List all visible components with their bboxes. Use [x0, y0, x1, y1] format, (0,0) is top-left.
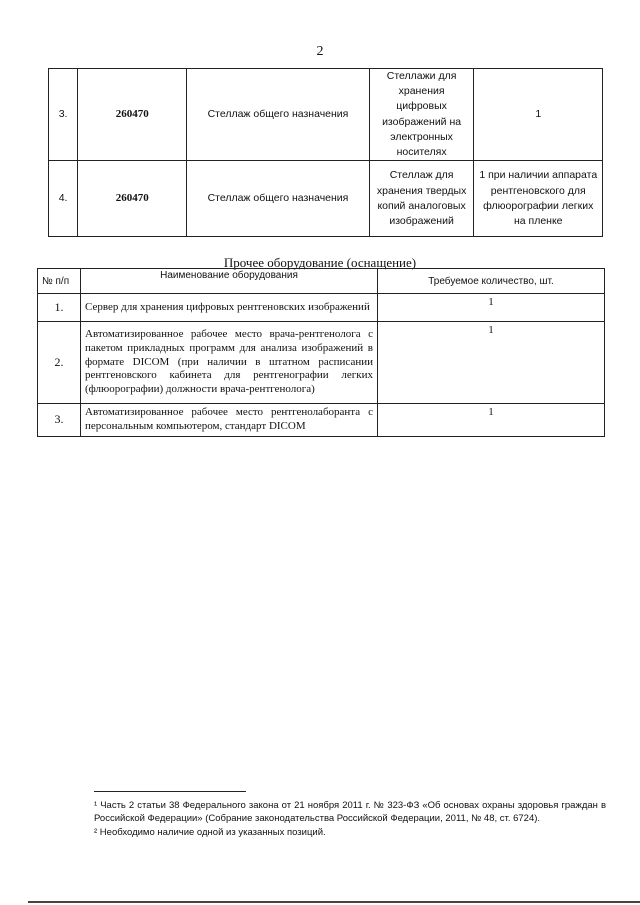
equipment-quantity: 1 — [378, 404, 605, 437]
equipment-name: Автоматизированное рабочее место врача-рентгенолога с пакетом прикладных программ для анализа изображений в формате DICOM (при наличии в штатном расписании рентгеновского кабинета для рентгенографии легких (флюорографии) должности врача-рентгенолога) — [81, 322, 378, 404]
page-number: 2 — [316, 44, 324, 59]
table-row — [49, 69, 603, 161]
header-number: № п/п — [38, 269, 81, 294]
section-title: Прочее оборудование (оснащение) — [223, 255, 417, 270]
header-name: Наименование оборудования — [81, 269, 378, 294]
row-number: 3. — [38, 404, 81, 437]
equipment-table-continued — [48, 68, 603, 237]
header-quantity: Требуемое количество, шт. — [378, 269, 605, 294]
row-number: 1. — [38, 294, 81, 322]
other-equipment-table — [37, 268, 605, 437]
footnote-divider — [94, 791, 246, 792]
equipment-name: Сервер для хранения цифровых рентгеновских изображений — [81, 294, 378, 322]
row-number: 2. — [38, 322, 81, 404]
equipment-name: Стеллаж общего назначения — [187, 161, 370, 237]
equipment-quantity: 1 — [378, 322, 605, 404]
equipment-name: Автоматизированное рабочее место рентгенолаборанта с персональным компьютером, стандарт DICOM — [81, 404, 378, 437]
equipment-name: Стеллаж общего назначения — [187, 69, 370, 161]
footnote-2: ² Необходимо наличие одной из указанных позиций. — [94, 826, 326, 838]
page-bottom-rule — [28, 901, 640, 903]
row-number: 4. — [49, 161, 78, 237]
table-row — [38, 404, 605, 437]
footnote-1: ¹ Часть 2 статьи 38 Федерального закона от 21 ноября 2011 г. № 323-ФЗ «Об основах охраны здоровья граждан в Российской Федерации» (Собрание законодательства Российской Федерации, 2011, № 48, ст. 6724). — [94, 800, 606, 825]
equipment-quantity: 1 при наличии аппарата рентгеновского для флюорографии легких на пленке — [474, 161, 603, 237]
equipment-purpose: Стеллажи для хранения цифровых изображений на электронных носителях — [369, 69, 474, 161]
table-row — [38, 294, 605, 322]
equipment-code: 260470 — [78, 161, 187, 237]
table-row — [49, 161, 603, 237]
equipment-quantity: 1 — [378, 294, 605, 322]
footnotes — [94, 799, 606, 839]
table-header-row — [38, 269, 605, 294]
equipment-code: 260470 — [78, 69, 187, 161]
row-number: 3. — [49, 69, 78, 161]
table-row — [38, 322, 605, 404]
equipment-purpose: Стеллаж для хранения твердых копий аналоговых изображений — [369, 161, 474, 237]
equipment-quantity: 1 — [474, 69, 603, 161]
